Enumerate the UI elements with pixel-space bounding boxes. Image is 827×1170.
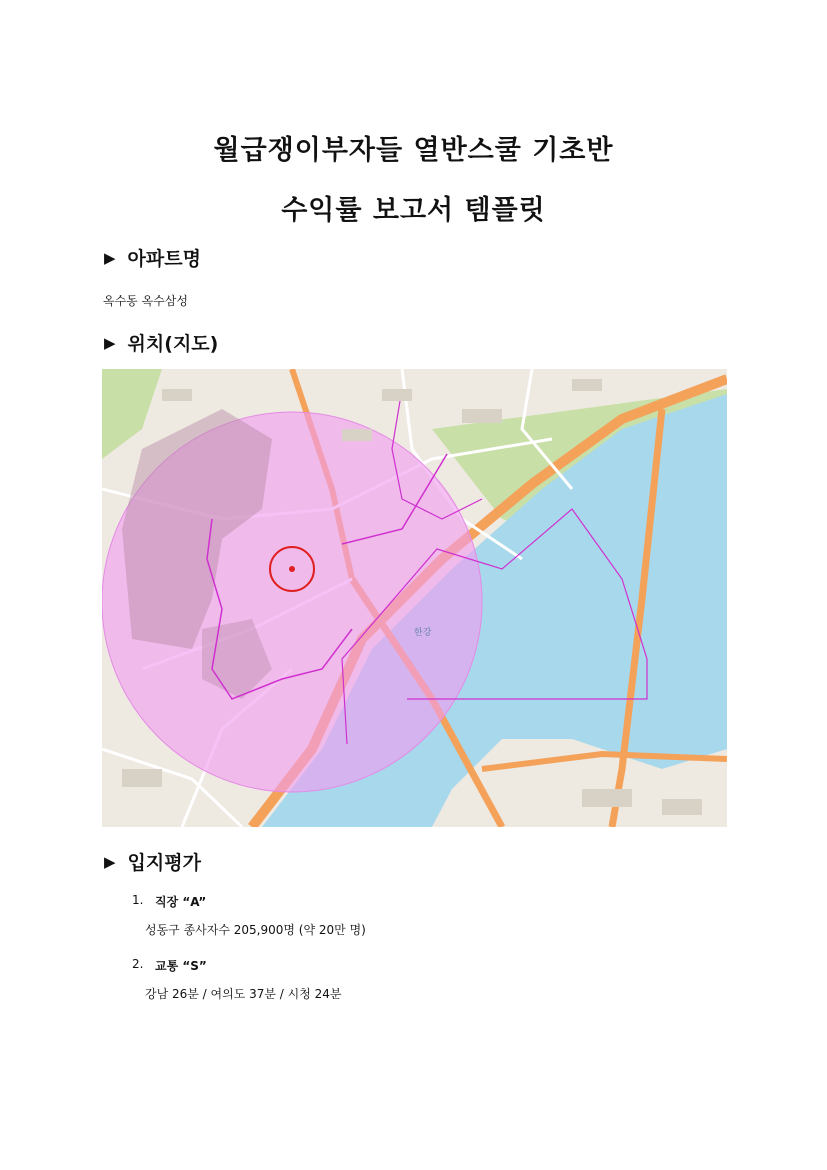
evaluation-item-number: 1.	[132, 893, 144, 907]
triangle-bullet-icon: ▶	[104, 248, 116, 267]
triangle-bullet-icon: ▶	[104, 333, 116, 352]
evaluation-item-label: 직장 “A”	[155, 895, 207, 909]
section-heading-evaluation	[104, 848, 201, 875]
section-heading-location-label: 위치(지도)	[127, 333, 219, 355]
apartment-marker-dot	[289, 566, 295, 572]
section-heading-location	[104, 329, 218, 356]
evaluation-item-detail: 강남 26분 / 여의도 37분 / 시청 24분	[145, 987, 342, 1001]
map-graphic	[102, 369, 727, 827]
evaluation-item-label: 교통 “S”	[155, 959, 207, 973]
report-title-line-2: 수익률 보고서 템플릿	[281, 195, 546, 226]
report-title-line-1: 월급쟁이부자들 열반스쿨 기초반	[213, 135, 614, 166]
triangle-bullet-icon: ▶	[104, 852, 116, 871]
section-heading-evaluation-label: 입지평가	[127, 852, 201, 874]
apartment-name: 옥수동 옥수삼성	[103, 294, 188, 308]
location-map	[102, 369, 727, 827]
section-heading-apartment-label: 아파트명	[127, 248, 201, 270]
evaluation-item-detail: 성동구 종사자수 205,900명 (약 20만 명)	[145, 923, 366, 937]
evaluation-item-number: 2.	[132, 957, 144, 971]
section-heading-apartment	[104, 244, 201, 271]
map-river-label: 한강	[414, 628, 432, 638]
